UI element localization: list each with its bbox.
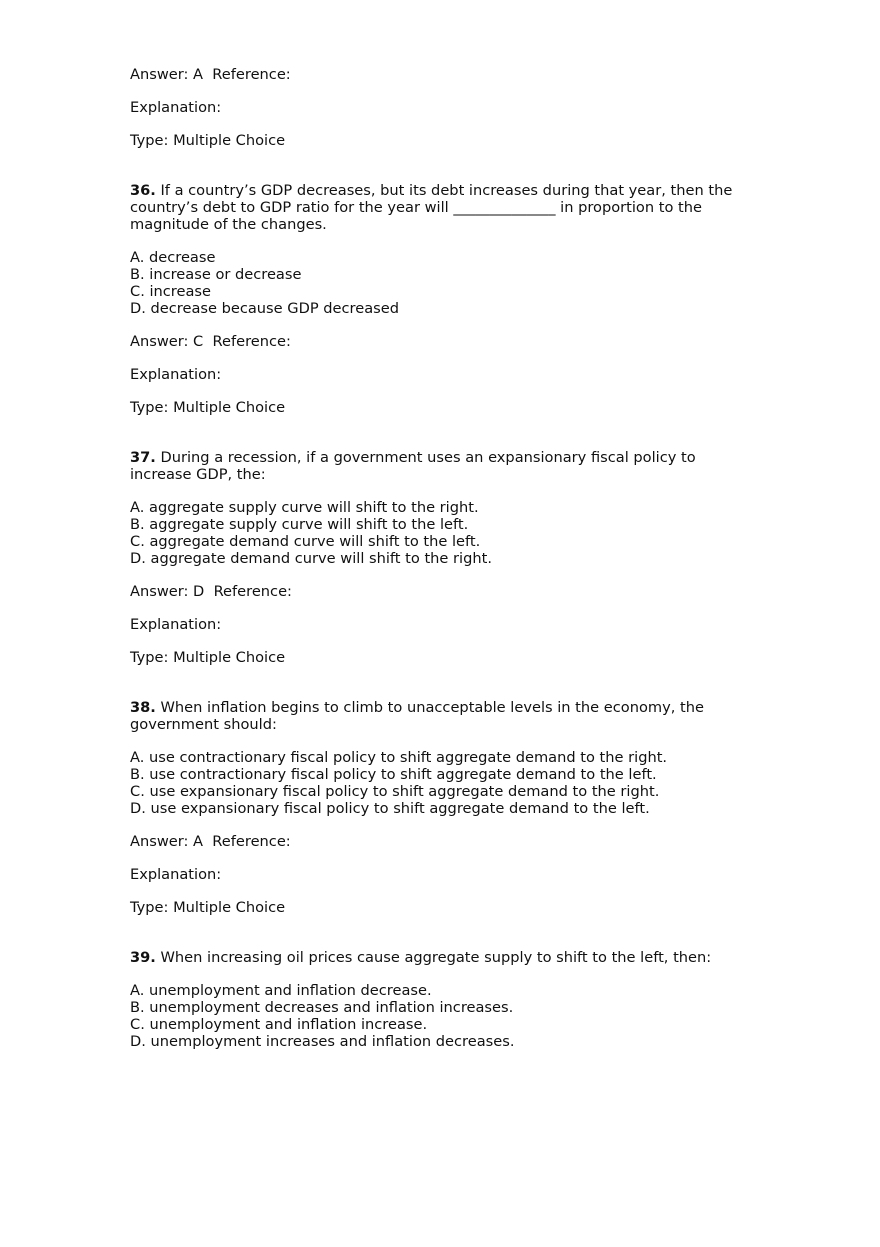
question-text: During a recession, if a government uses an expansionary fiscal policy to increase GDP, the:	[130, 449, 696, 483]
question-number: 37.	[130, 449, 156, 466]
option-a: A. decrease	[130, 249, 216, 266]
question-number: 38.	[130, 699, 156, 716]
question-meta	[130, 833, 750, 916]
option-c: C. aggregate demand curve will shift to the left.	[130, 533, 481, 550]
question-text: When increasing oil prices cause aggregate supply to shift to the left, then:	[155, 949, 712, 966]
explanation-line: Explanation:	[130, 866, 222, 883]
explanation-line: Explanation:	[130, 99, 222, 116]
answer-line: Answer: C Reference:	[130, 333, 291, 350]
option-b: B. increase or decrease	[130, 266, 302, 283]
option-d: D. use expansionary fiscal policy to shift aggregate demand to the left.	[130, 800, 650, 817]
answer-line: Answer: D Reference:	[130, 583, 292, 600]
question-stem	[130, 949, 750, 966]
document-page	[130, 66, 750, 1066]
options-list	[130, 249, 750, 317]
explanation-line: Explanation:	[130, 366, 222, 383]
option-c: C. unemployment and inflation increase.	[130, 1016, 428, 1033]
options-list	[130, 749, 750, 817]
option-d: D. decrease because GDP decreased	[130, 300, 399, 317]
option-c: C. increase	[130, 283, 211, 300]
question-stem	[130, 699, 750, 733]
answer-line: Answer: A Reference:	[130, 66, 291, 83]
option-a: A. aggregate supply curve will shift to the right.	[130, 499, 479, 516]
question-36	[130, 182, 750, 416]
explanation-line: Explanation:	[130, 616, 222, 633]
option-b: B. use contractionary fiscal policy to shift aggregate demand to the left.	[130, 766, 657, 783]
question-text: If a country’s GDP decreases, but its debt increases during that year, then the country’s debt to GDP ratio for the year will ______________ in proportion to the magnitude of the changes.	[130, 182, 733, 233]
type-line: Type: Multiple Choice	[130, 132, 286, 149]
question-number: 39.	[130, 949, 156, 966]
type-line: Type: Multiple Choice	[130, 399, 286, 416]
option-b: B. unemployment decreases and inflation increases.	[130, 999, 514, 1016]
question-meta	[130, 583, 750, 666]
options-list	[130, 982, 750, 1050]
question-38	[130, 699, 750, 916]
type-line: Type: Multiple Choice	[130, 899, 286, 916]
question-39	[130, 949, 750, 1050]
question-number: 36.	[130, 182, 156, 199]
type-line: Type: Multiple Choice	[130, 649, 286, 666]
question-35-meta	[130, 66, 750, 149]
question-meta	[130, 333, 750, 416]
option-d: D. unemployment increases and inflation decreases.	[130, 1033, 515, 1050]
question-stem	[130, 182, 750, 233]
question-37	[130, 449, 750, 666]
question-text: When inflation begins to climb to unacceptable levels in the economy, the government should:	[130, 699, 704, 733]
question-stem	[130, 449, 750, 483]
option-b: B. aggregate supply curve will shift to the left.	[130, 516, 469, 533]
option-a: A. use contractionary fiscal policy to shift aggregate demand to the right.	[130, 749, 668, 766]
option-d: D. aggregate demand curve will shift to the right.	[130, 550, 492, 567]
option-a: A. unemployment and inflation decrease.	[130, 982, 432, 999]
option-c: C. use expansionary fiscal policy to shift aggregate demand to the right.	[130, 783, 660, 800]
answer-line: Answer: A Reference:	[130, 833, 291, 850]
options-list	[130, 499, 750, 567]
